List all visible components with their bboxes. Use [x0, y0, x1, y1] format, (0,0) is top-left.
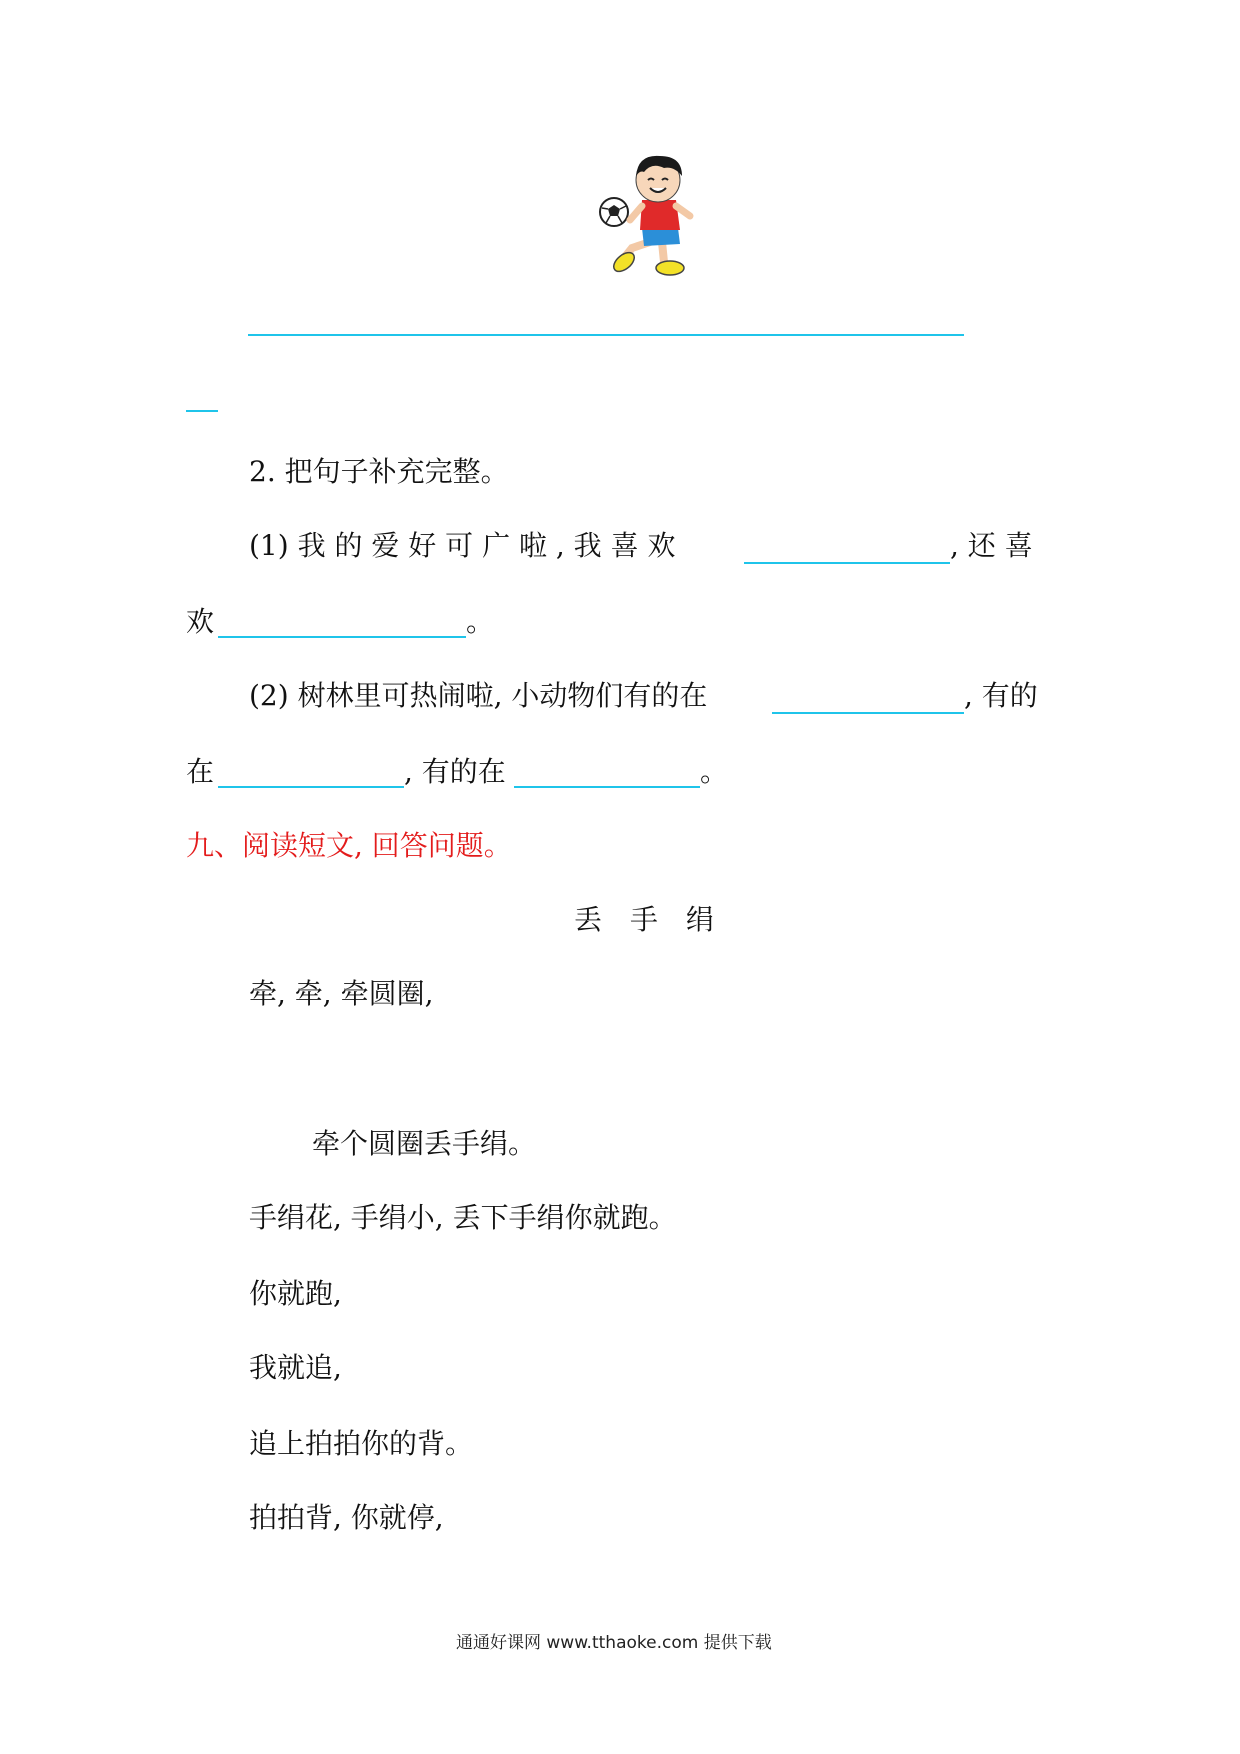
poem-line-1: 牵, 牵, 牵圆圈,	[249, 977, 434, 1010]
section9-heading: 九、阅读短文, 回答问题。	[186, 829, 512, 862]
q2-sentence1-line1	[249, 528, 675, 564]
poem-line-4: 你就跑,	[249, 1277, 342, 1310]
q2-s2-blank-3[interactable]	[514, 756, 700, 788]
answer-line-short[interactable]	[186, 410, 218, 412]
q2-s2-blank-1[interactable]	[772, 682, 964, 714]
poem-line-3: 手绢花, 手绢小, 丢下手绢你就跑。	[249, 1201, 677, 1234]
answer-line-long[interactable]	[248, 334, 964, 336]
q2-s1-text-a: (1) 我 的 爱 好 可 广 啦 , 我 喜 欢	[249, 529, 676, 562]
q2-s1-text-c: 欢	[186, 605, 215, 638]
poem-line-6: 追上拍拍你的背。	[249, 1427, 474, 1460]
q2-s2-text-a: (2) 树林里可热闹啦, 小动物们有的在	[249, 679, 708, 712]
poem-line-2: 牵个圆圈丢手绢。	[312, 1127, 537, 1160]
q2-s2-text-c: 在	[186, 755, 215, 788]
q2-s1-blank-2[interactable]	[218, 606, 466, 638]
poem-line-7: 拍拍背, 你就停,	[249, 1501, 444, 1534]
q2-s2-blank-2[interactable]	[218, 756, 404, 788]
q2-s1-end: 。	[466, 605, 495, 638]
q2-s2-text-b: , 有的	[964, 679, 1038, 712]
poem-title: 丢 手 绢	[574, 903, 715, 936]
q2-s1-blank-1[interactable]	[744, 532, 950, 564]
footer-credit: 通通好课网 www.tthaoke.com 提供下载	[456, 1633, 772, 1653]
poem-line-5: 我就追,	[249, 1351, 342, 1384]
boy-soccer-illustration	[598, 150, 714, 280]
q2-s1-text-b: , 还 喜	[950, 529, 1033, 562]
q2-s2-end: 。	[700, 755, 729, 788]
q2-heading: 2. 把句子补充完整。	[249, 455, 509, 488]
q2-s2-text-d: , 有的在	[404, 755, 506, 788]
